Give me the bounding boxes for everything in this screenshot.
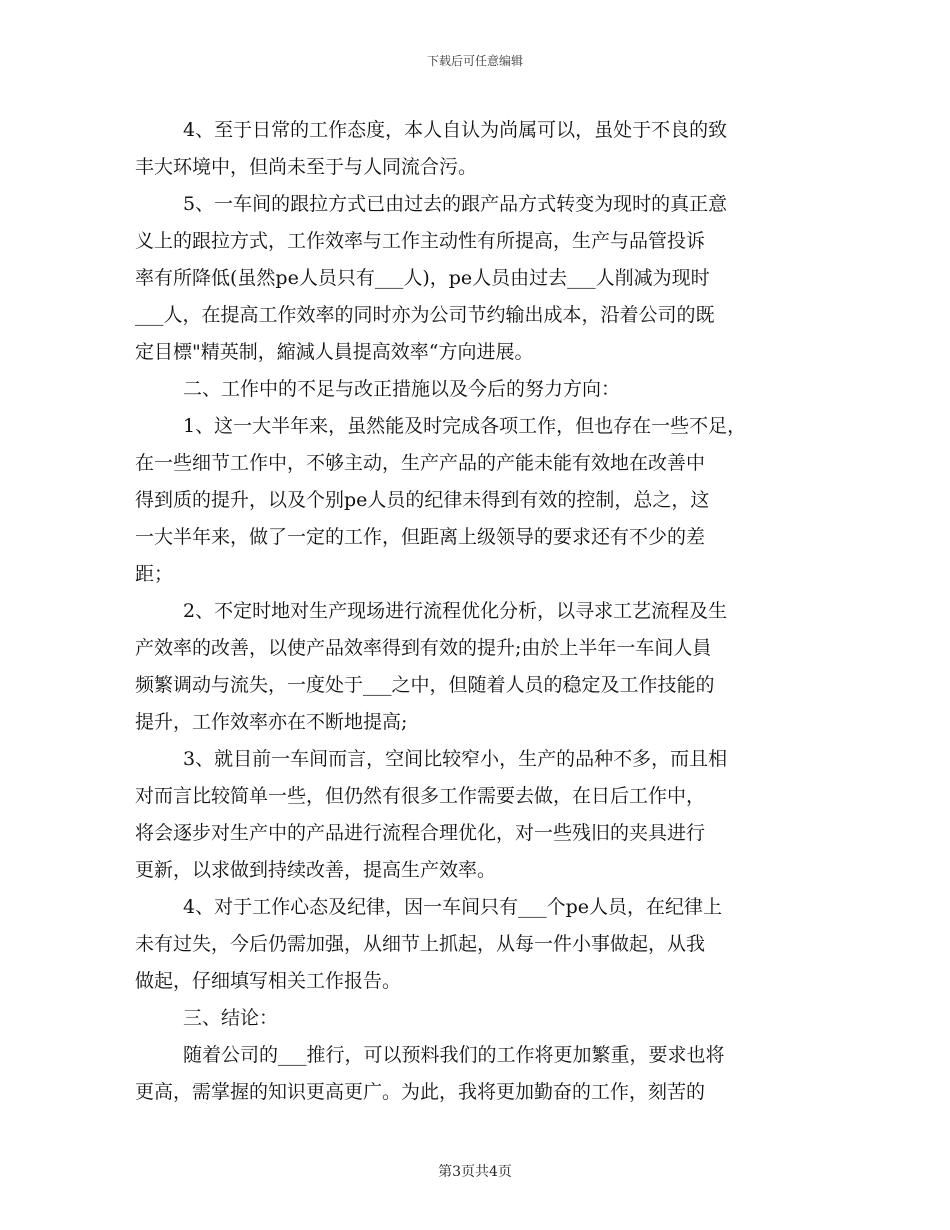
paragraph-line: 对而言比较简单一些，但仍然有很多工作需要去做，在日后工作中， [135,785,706,807]
page-header: 下载后可任意编辑 [426,54,523,68]
paragraph-line: 2、不定时地对生产现场进行流程优化分析，以寻求工艺流程及生 [183,600,728,622]
paragraph-line: 频繁调动与流失，一度处于___之中，但随着人员的稳定及工作技能的 [135,674,715,696]
paragraph-line: 更高，需掌握的知识更高更广。为此，我将更加勤奋的工作，刻苦的 [135,1081,706,1103]
paragraph-line: 提升，工作效率亦在不断地提高; [135,711,408,733]
paragraph-line: 义上的跟拉方式，工作效率与工作主动性有所提高，生产与品管投诉 [135,230,706,252]
document-body [135,112,825,1111]
paragraph-line: 得到质的提升，以及个别pe人员的纪律未得到有效的控制，总之，这 [135,489,710,511]
paragraph-line: 率有所降低(虽然pe人员只有___人)，pe人员由过去___人削减为现时 [135,267,710,289]
paragraph-line: 3、就目前一车间而言，空间比较窄小，生产的品种不多，而且相 [183,748,728,770]
paragraph-line: 一大半年来，做了一定的工作，但距离上级领导的要求还有不少的差 [135,526,706,548]
paragraph-line: 未有过失，今后仍需加强，从细节上抓起，从每一件小事做起，从我 [135,933,706,955]
paragraph-line: 随着公司的___推行，可以预料我们的工作将更加繁重，要求也将 [183,1044,725,1066]
section-heading: 二、工作中的不足与改正措施以及今后的努力方向： [183,378,621,400]
paragraph-line: 4、至于日常的工作态度，本人自认为尚属可以，虽处于不良的致 [183,119,728,141]
paragraph-line: 丰大环境中，但尚未至于与人同流合污。 [135,156,478,178]
paragraph-line: 定目標"精英制，縮減人員提高效率“方向进展。 [135,341,534,363]
paragraph-line: 距； [135,563,174,585]
paragraph-line: 5、一车间的跟拉方式已由过去的跟产品方式转变为现时的真正意 [183,193,728,215]
paragraph-line: ___人，在提高工作效率的同时亦为公司节约输出成本，沿着公司的既 [135,304,715,326]
page-footer: 第3页共4页 [438,1164,512,1180]
paragraph-line: 1、这一大半年来，虽然能及时完成各项工作，但也存在一些不足， [183,415,747,437]
paragraph-line: 将会逐步对生产中的产品进行流程合理优化，对一些残旧的夹具进行 [135,822,706,844]
paragraph-line: 4、对于工作心态及纪律，因一车间只有___个pe人员，在纪律上 [183,896,722,918]
paragraph-line: 做起，仔细填写相关工作报告。 [135,970,402,992]
paragraph-line: 更新，以求做到持续改善，提高生产效率。 [135,859,497,881]
section-heading: 三、结论： [183,1007,279,1029]
paragraph-line: 产效率的改善，以使产品效率得到有效的提升;由於上半年一车间人員 [135,637,712,659]
paragraph-line: 在一些细节工作中，不够主动，生产产品的产能未能有效地在改善中 [135,452,706,474]
